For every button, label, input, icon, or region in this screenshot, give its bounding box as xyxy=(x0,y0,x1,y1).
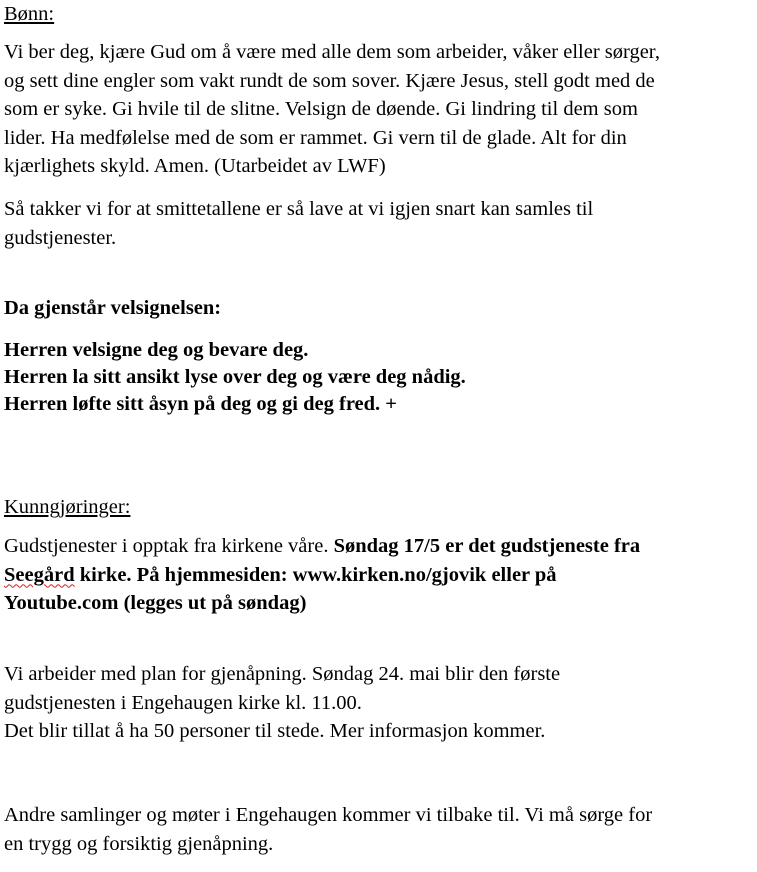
prayer-line: kjærlighets skyld. Amen. (Utarbeidet av LWF) xyxy=(4,155,386,177)
blessing-line: Herren løfte sitt åsyn på deg og gi deg fred. + xyxy=(4,393,397,415)
announcements-heading: Kunngjøringer: xyxy=(4,496,131,518)
reopening-line: Det blir tillat å ha 50 personer til stede. Mer informasjon kommer. xyxy=(4,720,546,742)
blessing-line: Herren velsigne deg og bevare deg. xyxy=(4,339,309,361)
blessing-line: Herren la sitt ansikt lyse over deg og være deg nådig. xyxy=(4,366,466,388)
gatherings-paragraph xyxy=(4,801,754,858)
prayer-paragraph xyxy=(4,38,754,181)
recordings-line-3: Youtube.com (legges ut på søndag) xyxy=(4,592,307,614)
reopening-paragraph xyxy=(4,660,754,746)
blessing-heading: Da gjenstår velsignelsen: xyxy=(4,297,222,319)
thanks-paragraph xyxy=(4,195,754,252)
prayer-line: og sett dine engler som vakt rundt de som sover. Kjære Jesus, stell godt med de xyxy=(4,69,655,92)
recordings-line-1 xyxy=(4,532,754,561)
prayer-line: lider. Ha medfølelse med de som er rammet. Gi vern til de glade. Alt for din xyxy=(4,126,627,149)
blessing-text xyxy=(4,337,754,418)
prayer-line: som er syke. Gi hvile til de slitne. Velsign de døende. Gi lindring til dem som xyxy=(4,98,638,120)
prayer-heading: Bønn: xyxy=(4,3,55,25)
thanks-line: gudstjenester. xyxy=(4,226,117,249)
spellcheck-flagged-word: Seegård xyxy=(4,563,75,586)
gatherings-line: en trygg og forsiktig gjenåpning. xyxy=(4,832,274,855)
gatherings-line: Andre samlinger og møter i Engehaugen kommer vi tilbake til. Vi må sørge for xyxy=(4,804,653,826)
prayer-line: Vi ber deg, kjære Gud om å være med alle dem som arbeider, våker eller sørger, xyxy=(4,41,660,63)
recordings-paragraph xyxy=(4,532,754,618)
thanks-line: Så takker vi for at smittetallene er så lave at vi igjen snart kan samles til xyxy=(4,198,594,220)
reopening-line: Vi arbeider med plan for gjenåpning. Søndag 24. mai blir den første xyxy=(4,663,561,685)
recordings-date-text: Søndag 17/5 er det gudstjeneste fra xyxy=(333,535,641,557)
reopening-line: gudstjenesten i Engehaugen kirke kl. 11.00. xyxy=(4,691,362,714)
recordings-intro-text: Gudstjenester i opptak fra kirkene våre. xyxy=(4,535,334,557)
recordings-line-2 xyxy=(4,561,754,590)
recordings-website-text: kirke. På hjemmesiden: www.kirken.no/gjovik eller på xyxy=(74,563,557,586)
